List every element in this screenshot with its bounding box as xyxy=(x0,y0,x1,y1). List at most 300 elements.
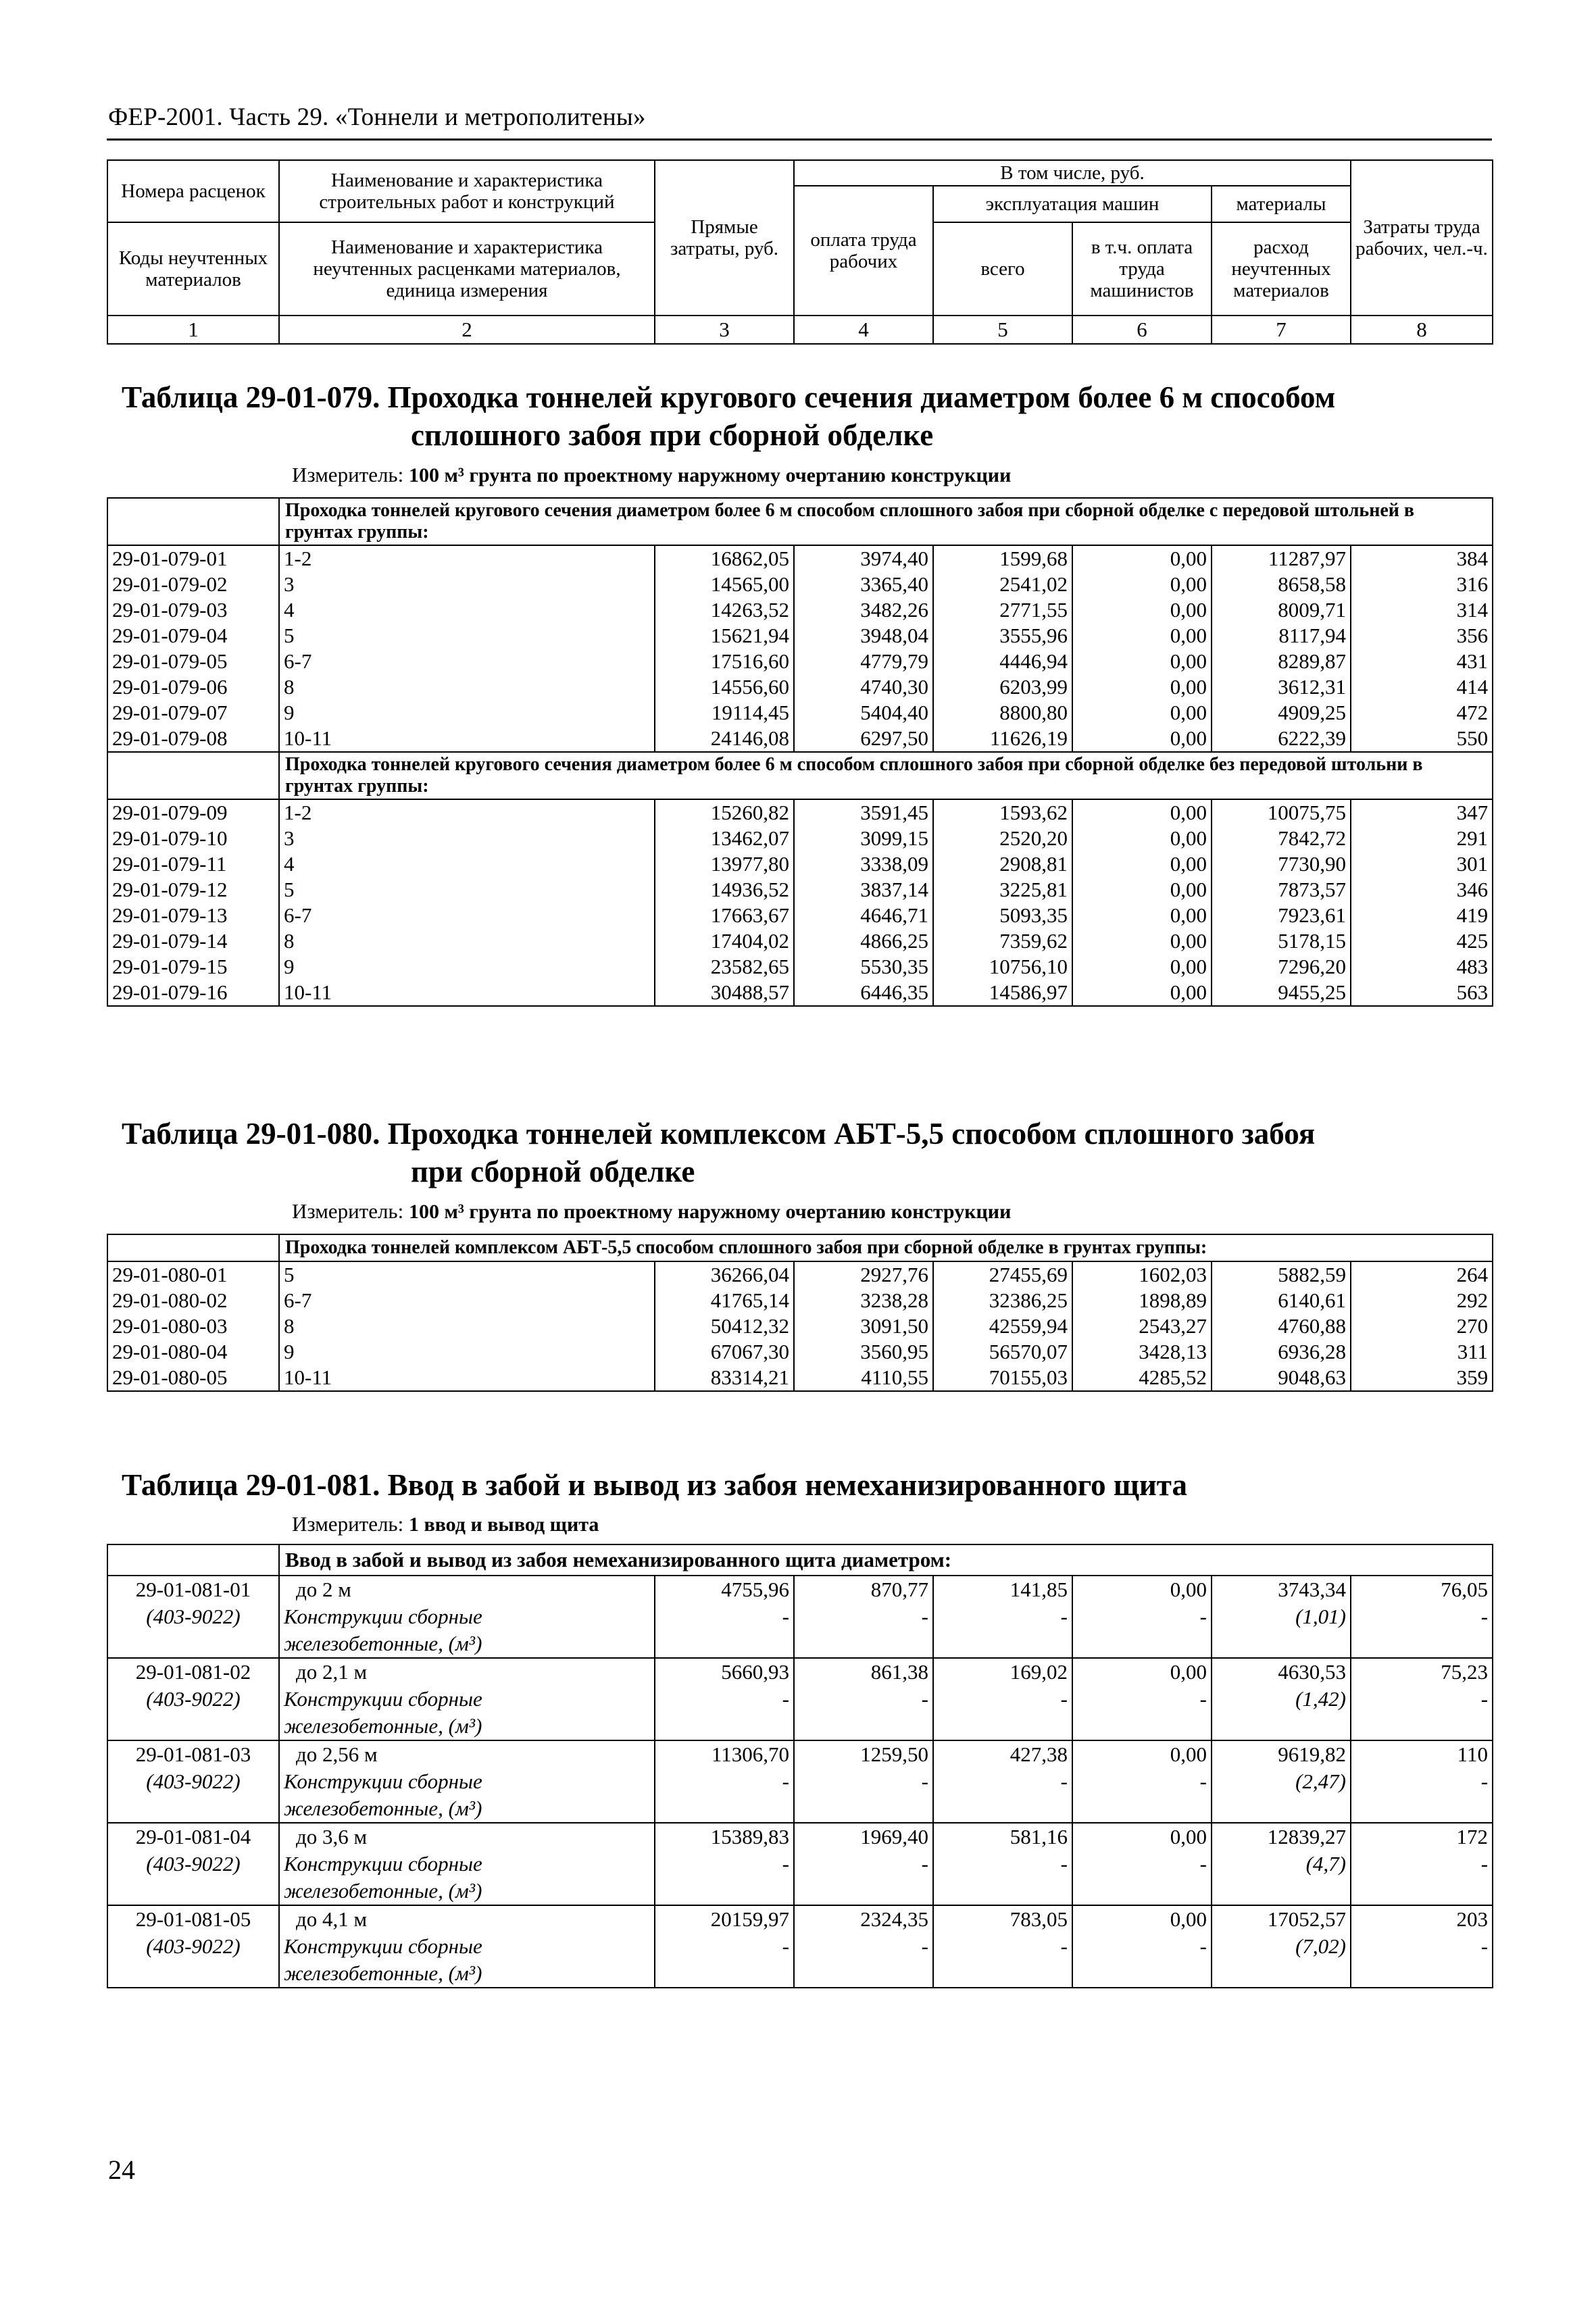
table-row xyxy=(107,1740,1493,1768)
subheader-row xyxy=(107,1234,1493,1261)
machines-total: 7359,62 xyxy=(933,928,1072,954)
material-unit: железобетонные, (м³) xyxy=(279,1630,655,1658)
col-num: 4 xyxy=(794,316,933,344)
empty-cell xyxy=(107,498,279,545)
empty-cell xyxy=(794,1960,933,1988)
direct-costs: 5660,93 xyxy=(655,1658,794,1686)
rate-code: 29-01-079-02 xyxy=(107,572,279,597)
empty-cell xyxy=(1212,1630,1351,1658)
labor-pay: 4110,55 xyxy=(794,1365,933,1391)
rate-code: 29-01-079-07 xyxy=(107,700,279,726)
direct-costs: 14263,52 xyxy=(655,597,794,623)
dash-value: - xyxy=(1072,1768,1212,1795)
rate-name: 10-11 xyxy=(279,726,655,752)
material-name: Конструкции сборные xyxy=(279,1686,655,1713)
dash-value: - xyxy=(794,1933,933,1960)
table-row xyxy=(107,851,1493,877)
table-row xyxy=(107,674,1493,700)
direct-costs: 24146,08 xyxy=(655,726,794,752)
rate-name: 6-7 xyxy=(279,649,655,674)
direct-costs: 13977,80 xyxy=(655,851,794,877)
materials: 9455,25 xyxy=(1212,980,1351,1006)
direct-costs: 23582,65 xyxy=(655,954,794,980)
machinist-pay: 0,00 xyxy=(1072,623,1212,649)
material-unit: железобетонные, (м³) xyxy=(279,1878,655,1905)
empty-cell xyxy=(1072,1630,1212,1658)
empty-cell xyxy=(655,1713,794,1740)
labor-pay: 3482,26 xyxy=(794,597,933,623)
direct-costs: 14936,52 xyxy=(655,877,794,903)
direct-costs: 17663,67 xyxy=(655,903,794,928)
material-name: Конструкции сборные xyxy=(279,1603,655,1630)
machinist-pay: 0,00 xyxy=(1072,980,1212,1006)
section-subheader: Проходка тоннелей кругового сечения диаметром более 6 м способом сплошного забоя при сборной обделке без передовой штольни в грунтах группы: xyxy=(279,752,1493,799)
labor-hours: 359 xyxy=(1351,1365,1493,1391)
empty-cell xyxy=(1351,1713,1493,1740)
meter-value: 100 м³ грунта по проектному наружному очертанию конструкции xyxy=(408,464,1012,486)
labor-hours: 431 xyxy=(1351,649,1493,674)
table-row xyxy=(107,1339,1493,1365)
labor-pay: 2927,76 xyxy=(794,1261,933,1288)
labor-pay: 3560,95 xyxy=(794,1339,933,1365)
col-3-header: Прямые затраты, руб. xyxy=(655,160,794,316)
materials: 6936,28 xyxy=(1212,1339,1351,1365)
col-num: 1 xyxy=(107,316,279,344)
direct-costs: 15389,83 xyxy=(655,1823,794,1851)
labor-hours: 483 xyxy=(1351,954,1493,980)
materials: 7923,61 xyxy=(1212,903,1351,928)
machines-total: 2541,02 xyxy=(933,572,1072,597)
direct-costs: 14556,60 xyxy=(655,674,794,700)
labor-hours: 346 xyxy=(1351,877,1493,903)
labor-hours: 356 xyxy=(1351,623,1493,649)
dash-value: - xyxy=(655,1851,794,1878)
rate-code: 29-01-079-15 xyxy=(107,954,279,980)
labor-hours: 203 xyxy=(1351,1905,1493,1933)
direct-costs: 83314,21 xyxy=(655,1365,794,1391)
col-num: 3 xyxy=(655,316,794,344)
direct-costs: 30488,57 xyxy=(655,980,794,1006)
machinist-pay: 2543,27 xyxy=(1072,1313,1212,1339)
col-num: 8 xyxy=(1351,316,1493,344)
material-row xyxy=(107,1686,1493,1713)
section-subheader: Ввод в забой и вывод из забоя немеханизированного щита диаметром: xyxy=(279,1544,1493,1576)
table-row xyxy=(107,928,1493,954)
rate-code: 29-01-079-08 xyxy=(107,726,279,752)
rate-name: 4 xyxy=(279,597,655,623)
labor-pay: 3948,04 xyxy=(794,623,933,649)
table-row xyxy=(107,545,1493,572)
direct-costs: 15621,94 xyxy=(655,623,794,649)
dash-value: - xyxy=(1072,1851,1212,1878)
material-row-cont xyxy=(107,1713,1493,1740)
labor-pay: 3837,14 xyxy=(794,877,933,903)
labor-pay: 2324,35 xyxy=(794,1905,933,1933)
machinist-pay: 0,00 xyxy=(1072,826,1212,851)
group-header: В том числе, руб. xyxy=(794,160,1351,186)
rate-code: 29-01-079-10 xyxy=(107,826,279,851)
machinist-pay: 3428,13 xyxy=(1072,1339,1212,1365)
rate-code: 29-01-079-01 xyxy=(107,545,279,572)
rate-code: 29-01-079-14 xyxy=(107,928,279,954)
empty-cell xyxy=(107,1713,279,1740)
material-unit: железобетонные, (м³) xyxy=(279,1795,655,1823)
empty-cell xyxy=(933,1713,1072,1740)
machines-total: 169,02 xyxy=(933,1658,1072,1686)
machines-total: 141,85 xyxy=(933,1576,1072,1603)
table79-title-line2: сплошного забоя при сборной обделке xyxy=(411,418,934,452)
rate-name: до 2,1 м xyxy=(279,1658,655,1686)
machinist-pay: 0,00 xyxy=(1072,726,1212,752)
direct-costs: 19114,45 xyxy=(655,700,794,726)
labor-pay: 4740,30 xyxy=(794,674,933,700)
labor-pay: 1969,40 xyxy=(794,1823,933,1851)
materials: 4760,88 xyxy=(1212,1313,1351,1339)
rate-name: до 2 м xyxy=(279,1576,655,1603)
table-row xyxy=(107,700,1493,726)
labor-pay: 861,38 xyxy=(794,1658,933,1686)
table-row xyxy=(107,649,1493,674)
table-row xyxy=(107,799,1493,826)
machinist-pay: 0,00 xyxy=(1072,1740,1212,1768)
empty-cell xyxy=(1212,1795,1351,1823)
rate-name: 1-2 xyxy=(279,545,655,572)
rate-name: до 4,1 м xyxy=(279,1905,655,1933)
table-row xyxy=(107,903,1493,928)
labor-hours: 270 xyxy=(1351,1313,1493,1339)
empty-cell xyxy=(794,1713,933,1740)
labor-hours: 425 xyxy=(1351,928,1493,954)
table80-title-line1: Таблица 29-01-080. Проходка тоннелей комплексом АБТ-5,5 способом сплошного забоя xyxy=(122,1117,1316,1151)
labor-hours: 414 xyxy=(1351,674,1493,700)
dash-value: - xyxy=(655,1603,794,1630)
labor-pay: 5404,40 xyxy=(794,700,933,726)
rate-name: 8 xyxy=(279,674,655,700)
material-quantity: (1,01) xyxy=(1212,1603,1351,1630)
material-row xyxy=(107,1851,1493,1878)
direct-costs: 36266,04 xyxy=(655,1261,794,1288)
material-row-cont xyxy=(107,1795,1493,1823)
materials: 8117,94 xyxy=(1212,623,1351,649)
empty-cell xyxy=(655,1960,794,1988)
rate-name: 10-11 xyxy=(279,980,655,1006)
machines-total: 3555,96 xyxy=(933,623,1072,649)
material-row-cont xyxy=(107,1630,1493,1658)
direct-costs: 16862,05 xyxy=(655,545,794,572)
rate-name: 3 xyxy=(279,572,655,597)
labor-hours: 550 xyxy=(1351,726,1493,752)
materials: 6140,61 xyxy=(1212,1288,1351,1313)
table-row xyxy=(107,980,1493,1006)
empty-cell xyxy=(1351,1795,1493,1823)
table80-meter xyxy=(292,1199,1011,1224)
material-quantity: (2,47) xyxy=(1212,1768,1351,1795)
rate-code: 29-01-079-03 xyxy=(107,597,279,623)
empty-cell xyxy=(794,1795,933,1823)
labor-pay: 870,77 xyxy=(794,1576,933,1603)
labor-hours: 314 xyxy=(1351,597,1493,623)
machines-total: 2520,20 xyxy=(933,826,1072,851)
rate-code: 29-01-081-04 xyxy=(107,1823,279,1851)
labor-hours: 472 xyxy=(1351,700,1493,726)
table-row xyxy=(107,1576,1493,1603)
machines-total: 42559,94 xyxy=(933,1313,1072,1339)
machinist-pay: 0,00 xyxy=(1072,799,1212,826)
column-header-table xyxy=(107,159,1493,345)
material-quantity: (1,42) xyxy=(1212,1686,1351,1713)
dash-value: - xyxy=(1072,1933,1212,1960)
empty-cell xyxy=(933,1960,1072,1988)
col-1-bottom: Коды неучтенных материалов xyxy=(107,222,279,316)
material-unit: железобетонные, (м³) xyxy=(279,1713,655,1740)
rate-code: 29-01-081-02 xyxy=(107,1658,279,1686)
material-unit: железобетонные, (м³) xyxy=(279,1960,655,1988)
machinist-pay: 0,00 xyxy=(1072,851,1212,877)
labor-hours: 292 xyxy=(1351,1288,1493,1313)
dash-value: - xyxy=(655,1768,794,1795)
empty-cell xyxy=(1072,1878,1212,1905)
col-1-top: Номера расценок xyxy=(107,160,279,222)
material-row-cont xyxy=(107,1960,1493,1988)
meter-prefix: Измеритель: xyxy=(292,463,404,486)
machinist-pay: 0,00 xyxy=(1072,1905,1212,1933)
subheader-row xyxy=(107,752,1493,799)
direct-costs: 41765,14 xyxy=(655,1288,794,1313)
machinist-pay: 0,00 xyxy=(1072,649,1212,674)
empty-cell xyxy=(794,1878,933,1905)
rate-code: 29-01-079-05 xyxy=(107,649,279,674)
rate-code: 29-01-079-09 xyxy=(107,799,279,826)
materials: 5882,59 xyxy=(1212,1261,1351,1288)
dash-value: - xyxy=(933,1933,1072,1960)
table-row xyxy=(107,826,1493,851)
dash-value: - xyxy=(1072,1603,1212,1630)
rate-code: 29-01-080-01 xyxy=(107,1261,279,1288)
machinist-pay: 1602,03 xyxy=(1072,1261,1212,1288)
materials: 3743,34 xyxy=(1212,1576,1351,1603)
table-row xyxy=(107,1288,1493,1313)
machines-total: 783,05 xyxy=(933,1905,1072,1933)
table-row xyxy=(107,726,1493,752)
col-2-top: Наименование и характеристика строительных работ и конструкций xyxy=(279,160,655,222)
labor-pay: 1259,50 xyxy=(794,1740,933,1768)
rate-code: 29-01-081-01 xyxy=(107,1576,279,1603)
table-row xyxy=(107,877,1493,903)
machines-total: 8800,80 xyxy=(933,700,1072,726)
rate-name: 9 xyxy=(279,700,655,726)
rate-code: 29-01-079-12 xyxy=(107,877,279,903)
meter-value: 1 ввод и вывод щита xyxy=(408,1513,599,1536)
rate-name: до 3,6 м xyxy=(279,1823,655,1851)
machinist-pay: 1898,89 xyxy=(1072,1288,1212,1313)
material-code: (403-9022) xyxy=(107,1933,279,1960)
empty-cell xyxy=(1072,1795,1212,1823)
table81 xyxy=(107,1544,1493,1988)
dash-value: - xyxy=(933,1603,1072,1630)
col-num: 7 xyxy=(1212,316,1351,344)
rate-name: 6-7 xyxy=(279,1288,655,1313)
labor-pay: 3238,28 xyxy=(794,1288,933,1313)
empty-cell xyxy=(655,1630,794,1658)
materials: 4909,25 xyxy=(1212,700,1351,726)
machines-total: 427,38 xyxy=(933,1740,1072,1768)
labor-hours: 291 xyxy=(1351,826,1493,851)
dash-value: - xyxy=(933,1686,1072,1713)
labor-hours: 311 xyxy=(1351,1339,1493,1365)
rate-name: 9 xyxy=(279,1339,655,1365)
labor-pay: 3338,09 xyxy=(794,851,933,877)
rate-name: 8 xyxy=(279,928,655,954)
table79-title-line1: Таблица 29-01-079. Проходка тоннелей кругового сечения диаметром более 6 м способом xyxy=(122,380,1336,414)
header-rule xyxy=(107,139,1492,141)
rate-code: 29-01-081-03 xyxy=(107,1740,279,1768)
labor-pay: 6297,50 xyxy=(794,726,933,752)
rate-name: 9 xyxy=(279,954,655,980)
rate-name: 10-11 xyxy=(279,1365,655,1391)
rate-name: 8 xyxy=(279,1313,655,1339)
rate-code: 29-01-079-13 xyxy=(107,903,279,928)
table-row xyxy=(107,954,1493,980)
empty-cell xyxy=(107,1960,279,1988)
material-name: Конструкции сборные xyxy=(279,1768,655,1795)
rate-name: 5 xyxy=(279,1261,655,1288)
machines-total: 581,16 xyxy=(933,1823,1072,1851)
col-num: 5 xyxy=(933,316,1072,344)
machines-total: 6203,99 xyxy=(933,674,1072,700)
empty-cell xyxy=(107,1234,279,1261)
machines-total: 2908,81 xyxy=(933,851,1072,877)
labor-pay: 4866,25 xyxy=(794,928,933,954)
dash-value: - xyxy=(794,1768,933,1795)
rate-code: 29-01-079-11 xyxy=(107,851,279,877)
empty-cell xyxy=(794,1630,933,1658)
machines-total: 3225,81 xyxy=(933,877,1072,903)
empty-cell xyxy=(655,1878,794,1905)
dash-value: - xyxy=(1351,1933,1493,1960)
materials: 7873,57 xyxy=(1212,877,1351,903)
materials: 12839,27 xyxy=(1212,1823,1351,1851)
dash-value: - xyxy=(794,1603,933,1630)
material-name: Конструкции сборные xyxy=(279,1851,655,1878)
section-subheader: Проходка тоннелей комплексом АБТ-5,5 способом сплошного забоя при сборной обделке в грунтах группы: xyxy=(279,1234,1493,1261)
materials: 7296,20 xyxy=(1212,954,1351,980)
materials: 9048,63 xyxy=(1212,1365,1351,1391)
materials-header: материалы xyxy=(1212,186,1351,222)
dash-value: - xyxy=(655,1686,794,1713)
machinist-pay: 0,00 xyxy=(1072,1823,1212,1851)
dash-value: - xyxy=(1351,1768,1493,1795)
col-4-header: оплата труда рабочих xyxy=(794,186,933,316)
materials: 17052,57 xyxy=(1212,1905,1351,1933)
machinist-pay: 0,00 xyxy=(1072,700,1212,726)
rate-code: 29-01-080-03 xyxy=(107,1313,279,1339)
labor-hours: 264 xyxy=(1351,1261,1493,1288)
empty-cell xyxy=(1351,1630,1493,1658)
labor-pay: 3099,15 xyxy=(794,826,933,851)
rate-name: 5 xyxy=(279,877,655,903)
empty-cell xyxy=(107,1630,279,1658)
rate-code: 29-01-081-05 xyxy=(107,1905,279,1933)
labor-hours: 110 xyxy=(1351,1740,1493,1768)
rate-code: 29-01-079-06 xyxy=(107,674,279,700)
page-number: 24 xyxy=(108,2155,135,2185)
material-row xyxy=(107,1768,1493,1795)
dash-value: - xyxy=(794,1851,933,1878)
labor-hours: 301 xyxy=(1351,851,1493,877)
empty-cell xyxy=(1351,1878,1493,1905)
direct-costs: 13462,07 xyxy=(655,826,794,851)
materials: 4630,53 xyxy=(1212,1658,1351,1686)
table80-title-line2: при сборной обделке xyxy=(411,1155,695,1188)
materials: 8658,58 xyxy=(1212,572,1351,597)
materials: 7730,90 xyxy=(1212,851,1351,877)
empty-cell xyxy=(1072,1960,1212,1988)
machinist-pay: 0,00 xyxy=(1072,572,1212,597)
empty-cell xyxy=(1351,1960,1493,1988)
direct-costs: 4755,96 xyxy=(655,1576,794,1603)
empty-cell xyxy=(933,1630,1072,1658)
dash-value: - xyxy=(933,1851,1072,1878)
direct-costs: 17516,60 xyxy=(655,649,794,674)
rate-name: до 2,56 м xyxy=(279,1740,655,1768)
page-header: ФЕР-2001. Часть 29. «Тоннели и метрополитены» xyxy=(108,103,646,131)
machinist-pay: 0,00 xyxy=(1072,877,1212,903)
empty-cell xyxy=(107,1544,279,1576)
col-5-header: всего xyxy=(933,222,1072,316)
labor-pay: 3365,40 xyxy=(794,572,933,597)
table-row xyxy=(107,572,1493,597)
machines-total: 27455,69 xyxy=(933,1261,1072,1288)
machinist-pay: 0,00 xyxy=(1072,1576,1212,1603)
table79-meter xyxy=(292,463,1011,487)
section-subheader: Проходка тоннелей кругового сечения диаметром более 6 м способом сплошного забоя при сборной обделке с передовой штольней в грунтах группы: xyxy=(279,498,1493,545)
table-row xyxy=(107,1365,1493,1391)
labor-hours: 563 xyxy=(1351,980,1493,1006)
direct-costs: 67067,30 xyxy=(655,1339,794,1365)
rate-name: 4 xyxy=(279,851,655,877)
machinist-pay: 0,00 xyxy=(1072,903,1212,928)
table-row xyxy=(107,597,1493,623)
col-num: 6 xyxy=(1072,316,1212,344)
labor-pay: 5530,35 xyxy=(794,954,933,980)
machines-total: 5093,35 xyxy=(933,903,1072,928)
empty-cell xyxy=(107,1878,279,1905)
table-row xyxy=(107,1658,1493,1686)
table-row xyxy=(107,1823,1493,1851)
labor-hours: 316 xyxy=(1351,572,1493,597)
meter-prefix: Измеритель: xyxy=(292,1512,404,1536)
dash-value: - xyxy=(933,1768,1072,1795)
materials: 3612,31 xyxy=(1212,674,1351,700)
machines-total: 2771,55 xyxy=(933,597,1072,623)
material-name: Конструкции сборные xyxy=(279,1933,655,1960)
machinist-pay: 0,00 xyxy=(1072,928,1212,954)
labor-hours: 384 xyxy=(1351,545,1493,572)
material-quantity: (7,02) xyxy=(1212,1933,1351,1960)
rate-code: 29-01-080-04 xyxy=(107,1339,279,1365)
materials: 8009,71 xyxy=(1212,597,1351,623)
dash-value: - xyxy=(794,1686,933,1713)
labor-hours: 75,23 xyxy=(1351,1658,1493,1686)
direct-costs: 11306,70 xyxy=(655,1740,794,1768)
meter-prefix: Измеритель: xyxy=(292,1199,404,1223)
table-row xyxy=(107,1261,1493,1288)
empty-cell xyxy=(933,1878,1072,1905)
materials: 10075,75 xyxy=(1212,799,1351,826)
machines-total: 11626,19 xyxy=(933,726,1072,752)
rate-code: 29-01-079-04 xyxy=(107,623,279,649)
direct-costs: 15260,82 xyxy=(655,799,794,826)
